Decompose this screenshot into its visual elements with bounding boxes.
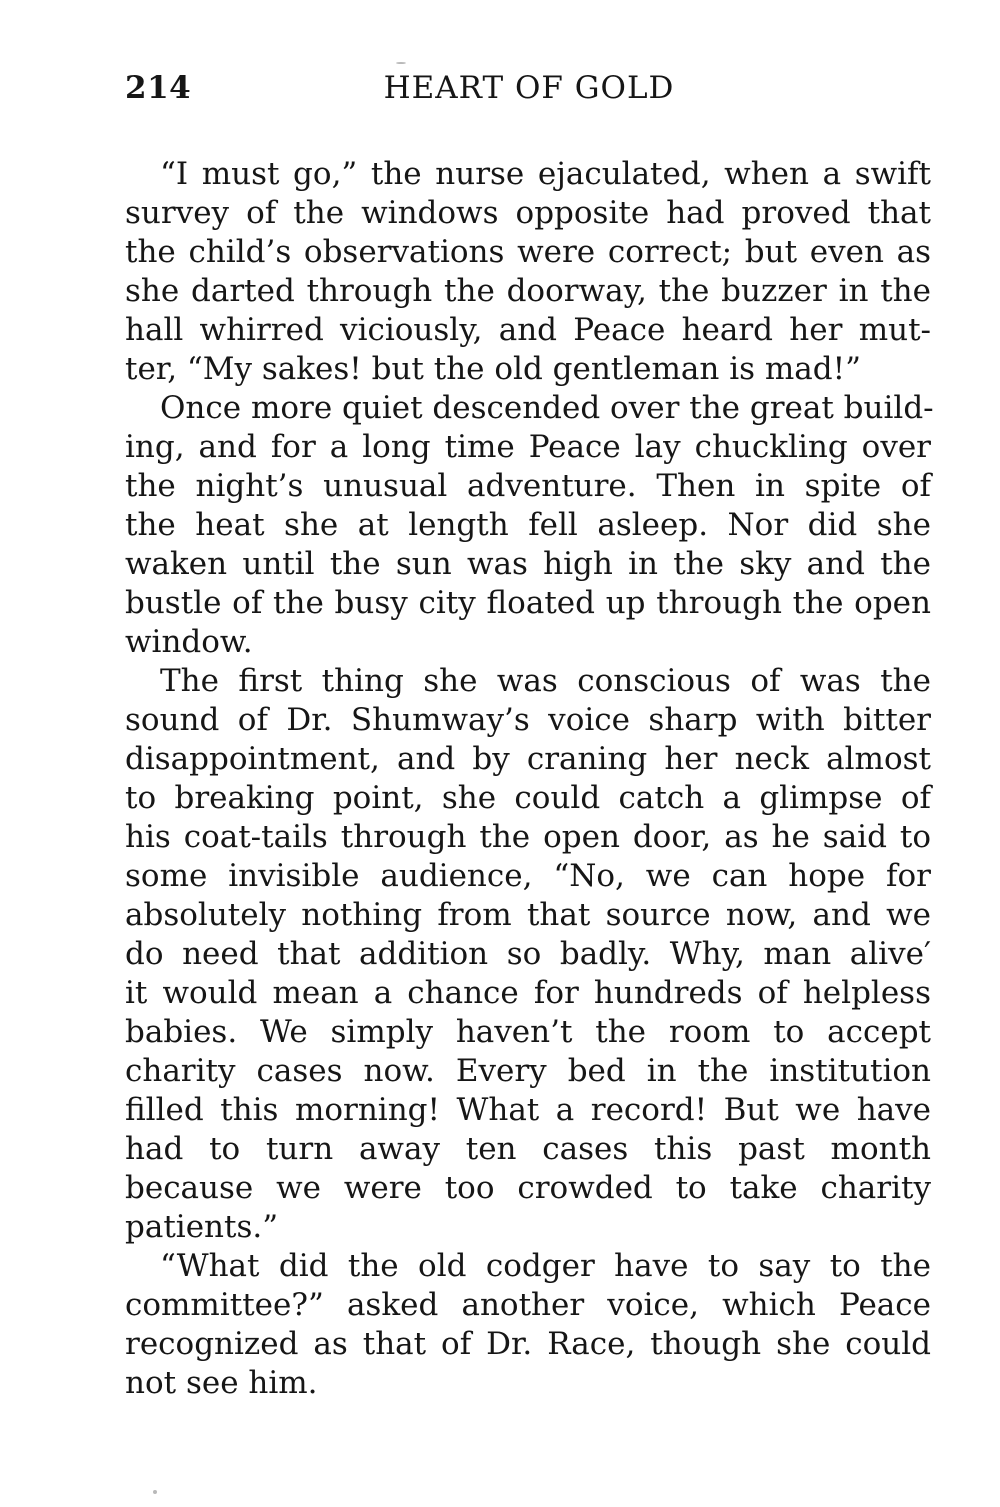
text-line: “I must go,” the nurse ejaculated, when a swift (160, 156, 931, 192)
text-line: survey of the windows opposite had proved that (125, 195, 931, 231)
text-line: babies. We simply haven’t the room to accept (125, 1014, 931, 1050)
text-line: patients.” (125, 1209, 279, 1245)
text-line: the night’s unusual adventure. Then in spite of (125, 468, 931, 504)
text-line: his coat-tails through the open door, as he said to (125, 819, 931, 855)
text-line: not see him. (125, 1365, 318, 1401)
text-line: sound of Dr. Shumway’s voice sharp with bitter (125, 702, 931, 738)
text-line: filled this morning! What a record! But we have (125, 1092, 931, 1128)
text-line: window. (125, 624, 253, 660)
text-line: ing, and for a long time Peace lay chuckling over (125, 429, 931, 465)
text-line: disappointment, and by craning her neck almost (125, 741, 931, 777)
text-line: do need that addition so badly. Why, man alive′ (125, 936, 931, 972)
text-line: she darted through the doorway, the buzzer in the (125, 273, 931, 309)
text-line: “What did the old codger have to say to the (160, 1248, 931, 1284)
running-head (125, 70, 933, 120)
text-line: because we were too crowded to take charity (125, 1170, 931, 1206)
page-number: 214 (125, 70, 192, 106)
text-line: hall whirred viciously, and Peace heard her mut- (125, 312, 931, 348)
text-line: Once more quiet descended over the great build- (160, 390, 934, 426)
text-line: the heat she at length fell asleep. Nor did she (125, 507, 931, 543)
scan-speck (153, 1490, 157, 1494)
text-line: absolutely nothing from that source now, and we (125, 897, 931, 933)
text-line: committee?” asked another voice, which Peace (125, 1287, 931, 1323)
text-line: charity cases now. Every bed in the institution (125, 1053, 931, 1089)
book-title: HEART OF GOLD (383, 70, 675, 106)
text-line: to breaking point, she could catch a glimpse of (125, 780, 931, 816)
text-line: had to turn away ten cases this past month (125, 1131, 931, 1167)
text-line: recognized as that of Dr. Race, though she could (125, 1326, 931, 1362)
body-text (125, 155, 934, 1403)
text-line: it would mean a chance for hundreds of helpless (125, 975, 931, 1011)
text-line: bustle of the busy city floated up through the open (125, 585, 931, 621)
text-line: The first thing she was conscious of was the (160, 663, 931, 699)
text-line: waken until the sun was high in the sky and the (125, 546, 931, 582)
text-line: some invisible audience, “No, we can hope for (125, 858, 931, 894)
scan-speck (396, 62, 406, 64)
text-line: the child’s observations were correct; but even as (125, 234, 931, 270)
text-line: ter, “My sakes! but the old gentleman is mad!” (125, 351, 861, 387)
